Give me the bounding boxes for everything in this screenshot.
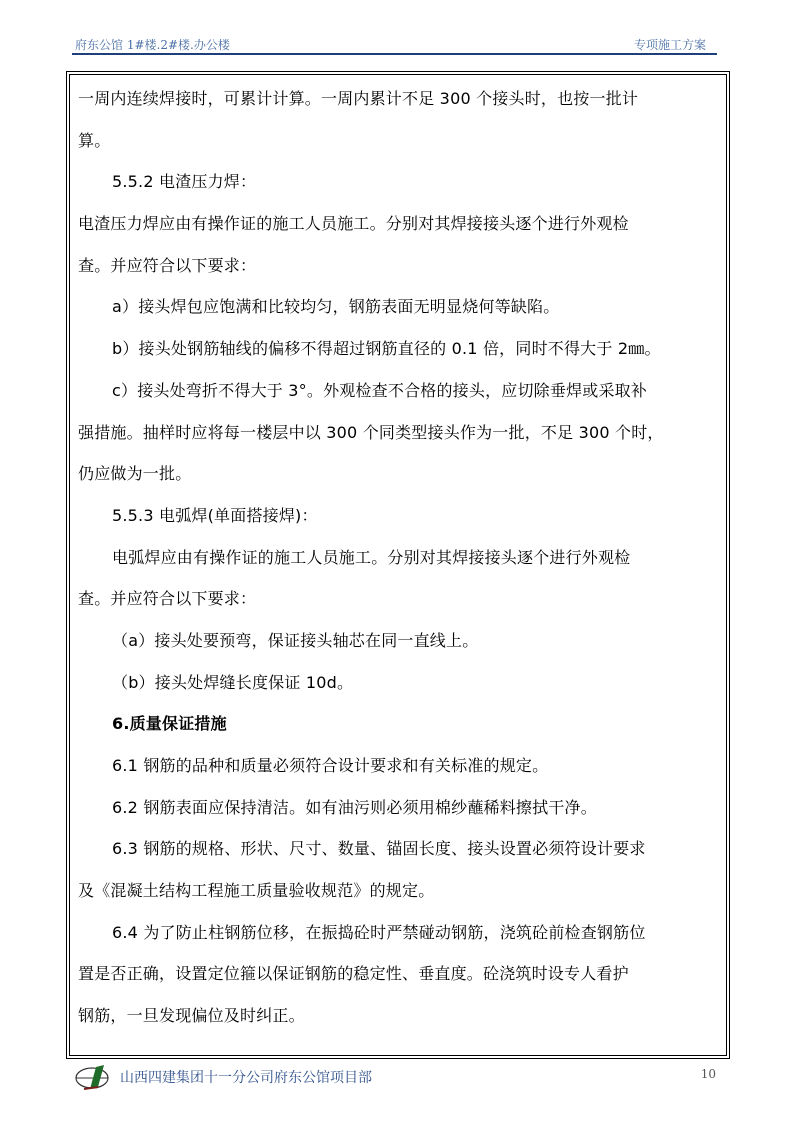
- text-line: 6.4 为了防止柱钢筋位移，在振捣砼时严禁碰动钢筋，浇筑砼前检查钢筋位: [112, 922, 646, 942]
- company-logo-icon: [74, 1063, 114, 1091]
- text-line: 6.1 钢筋的品种和质量必须符合设计要求和有关标准的规定。: [112, 756, 549, 775]
- text-line: （a）接头处要预弯，保证接头轴芯在同一直线上。: [112, 630, 479, 650]
- text-line: 仍应做为一批。: [78, 464, 192, 484]
- header-divider: [72, 53, 717, 55]
- text-line: b）接头处钢筋轴线的偏移不得超过钢筋直径的 0.1 倍，同时不得大于 2㎜。: [112, 339, 661, 359]
- text-line: 6.3 钢筋的规格、形状、尺寸、数量、锚固长度、接头设置必须符设计要求: [112, 839, 646, 859]
- text-line: 钢筋，一旦发现偏位及时纠正。: [78, 1006, 305, 1026]
- text-line: 及《混凝土结构工程施工质量验收规范》的规定。: [78, 881, 435, 901]
- text-line: a）接头焊包应饱满和比较均匀，钢筋表面无明显烧何等缺陷。: [112, 297, 560, 317]
- text-line: 6.2 钢筋表面应保持清洁。如有油污则必须用棉纱蘸稀料擦拭干净。: [112, 797, 597, 817]
- page-header: [75, 36, 718, 52]
- header-doc-type: 专项施工方案: [633, 38, 706, 52]
- page-footer: [74, 1063, 724, 1093]
- header-project: 府东公馆 1#楼.2#楼.办公楼: [75, 38, 230, 52]
- text-line: 一周内连续焊接时，可累计计算。一周内累计不足 300 个接头时，也按一批计: [78, 89, 639, 108]
- text-line: 查。并应符合以下要求：: [78, 589, 257, 609]
- text-line: 查。并应符合以下要求：: [78, 255, 257, 275]
- text-line: 算。: [78, 130, 111, 150]
- text-line: 置是否正确，设置定位箍以保证钢筋的稳定性、垂直度。砼浇筑时设专人看护: [78, 964, 629, 984]
- page-number: 10: [700, 1067, 716, 1081]
- text-line: 电弧焊应由有操作证的施工人员施工。分别对其焊接接头逐个进行外观检: [112, 547, 631, 567]
- text-line: （b）接头处焊缝长度保证 10d。: [112, 672, 354, 692]
- text-line: 5.5.2 电渣压力焊：: [112, 172, 257, 192]
- text-line: c）接头处弯折不得大于 3°。外观检查不合格的接头，应切除垂焊或采取补: [112, 380, 648, 400]
- text-line: 强措施。抽样时应将每一楼层中以 300 个同类型接头作为一批，不足 300 个时，: [78, 422, 664, 442]
- section-heading: 6.质量保证措施: [112, 714, 227, 734]
- document-body: [78, 80, 718, 1039]
- text-line: 电渣压力焊应由有操作证的施工人员施工。分别对其焊接接头逐个进行外观检: [78, 214, 629, 234]
- text-line: 5.5.3 电弧焊(单面搭接焊)：: [112, 505, 318, 525]
- footer-company: 山西四建集团十一分公司府东公馆项目部: [120, 1070, 372, 1086]
